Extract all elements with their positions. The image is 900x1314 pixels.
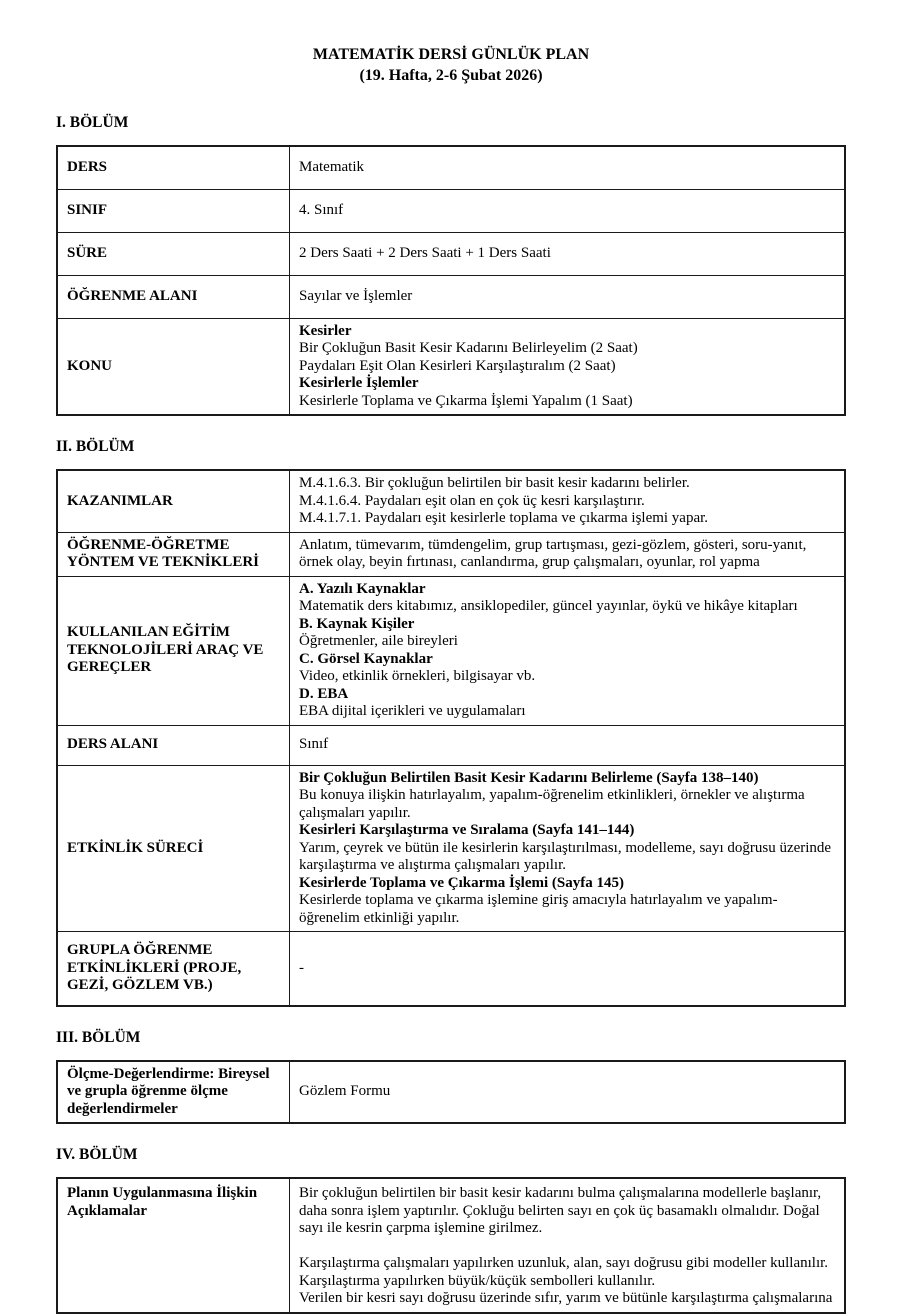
row-label: ÖĞRENME ALANI [57,275,290,318]
row-label: KONU [57,318,290,415]
text-line: M.4.1.6.3. Bir çokluğun belirtilen bir basit kesir kadarını belirler. [299,475,690,491]
row-value [290,189,846,232]
text-line: Kesirlerle İşlemler [299,375,419,391]
text-line: Bir çokluğun belirtilen bir basit kesir kadarını bulma çalışmalarına modellerle başlanır, daha sonra işlem yaptırılır. Çokluğu belirten sayı en çok üç basamaklı olmalıdır. Doğal sayı ile kesrin çarpma işlemine girilmez. [299,1185,822,1236]
table-row [57,532,845,576]
text-line: Kesirlerde Toplama ve Çıkarma İşlemi (Sayfa 145) [299,874,624,891]
text-line: C. Görsel Kaynaklar [299,650,433,667]
row-value [290,1178,846,1313]
text-line: Kesirlerde toplama ve çıkarma işlemine giriş amacıyla hatırlayalım ve yapalım-öğrenelim etkinliği yapılır. [299,892,778,926]
text-line: B. Kaynak Kişiler [299,615,415,632]
text-line: Verilen bir kesri sayı doğrusu üzerinde sıfır, yarım ve bütünle karşılaştırma çalışmalarına [299,1290,833,1306]
table-row [57,146,845,189]
text-line: Sınıf [299,736,329,753]
text-line: Gözlem Formu [299,1083,391,1099]
text-line: D. EBA [299,685,349,702]
text-line: - [299,959,304,976]
row-label: Planın Uygulanmasına İlişkin Açıklamalar [57,1178,290,1313]
section-4 [56,1146,846,1314]
row-label: ETKİNLİK SÜRECİ [57,765,290,932]
row-value [290,576,846,725]
text-line: Karşılaştırma çalışmaları yapılırken uzunluk, alan, sayı doğrusu gibi modeller kullanılır. [299,1255,829,1271]
text-line: Bu konuya ilişkin hatırlayalım, yapalım-öğrenelim etkinlikleri, örnekler ve alıştırma çalışmaları yapılır. [299,787,805,821]
section-3-table [56,1060,846,1125]
row-label: KAZANIMLAR [57,470,290,532]
text-line [299,1238,835,1256]
text-line: Video, etkinlik örnekleri, bilgisayar vb. [299,668,536,684]
text-line: Bir Çokluğun Belirtilen Basit Kesir Kadarını Belirleme (Sayfa 138–140) [299,769,759,786]
row-value [290,1061,846,1124]
text-line: Karşılaştırma yapılırken büyük/küçük sembolleri kullanılır. [299,1272,656,1289]
row-label: GRUPLA ÖĞRENME ETKİNLİKLERİ (PROJE, GEZİ, GÖZLEM VB.) [57,932,290,1006]
row-label: SINIF [57,189,290,232]
table-row [57,725,845,765]
table-row [57,232,845,275]
row-label: DERS ALANI [57,725,290,765]
table-row [57,576,845,725]
text-line: Anlatım, tümevarım, tümdengelim, grup tartışması, gezi-gözlem, gösteri, soru-yanıt, örnek olay, beyin fırtınası, canlandırma, grup çalışmaları, oyunlar, rol yapma [299,536,807,570]
document-title-line2: (19. Hafta, 2-6 Şubat 2026) [359,67,543,84]
row-value [290,532,846,576]
row-value [290,765,846,932]
row-value [290,470,846,532]
text-line: M.4.1.6.4. Paydaları eşit olan en çok üç kesri karşılaştırır. [299,492,645,509]
row-value [290,146,846,189]
section-3-heading: III. BÖLÜM [56,1028,141,1046]
table-row [57,470,845,532]
section-4-table [56,1177,846,1314]
text-line: Paydaları Eşit Olan Kesirleri Karşılaştıralım (2 Saat) [299,357,616,374]
row-label: ÖĞRENME-ÖĞRETME YÖNTEM VE TEKNİKLERİ [57,532,290,576]
row-value [290,232,846,275]
table-row [57,932,845,1006]
text-line: Kesirlerle Toplama ve Çıkarma İşlemi Yapalım (1 Saat) [299,392,633,409]
section-4-heading: IV. BÖLÜM [56,1146,138,1163]
text-line: Sayılar ve İşlemler [299,287,413,304]
table-row [57,275,845,318]
section-3 [56,1029,846,1125]
section-1-table [56,145,846,416]
section-2 [56,438,846,1007]
text-line: A. Yazılı Kaynaklar [299,580,426,597]
text-line: Matematik ders kitabımız, ansiklopediler, güncel yayınlar, öykü ve hikâye kitapları [299,598,798,614]
section-2-heading: II. BÖLÜM [56,438,135,455]
text-line: Kesirler [299,322,352,339]
row-label: DERS [57,146,290,189]
section-1 [56,114,846,416]
text-line: Kesirleri Karşılaştırma ve Sıralama (Sayfa 141–144) [299,822,635,838]
row-label: KULLANILAN EĞİTİM TEKNOLOJİLERİ ARAÇ VE GEREÇLER [57,576,290,725]
document-title-line1: MATEMATİK DERSİ GÜNLÜK PLAN [312,46,590,63]
text-line: Öğretmenler, aile bireyleri [299,633,458,649]
row-value [290,725,846,765]
row-label: SÜRE [57,232,290,275]
table-row [57,189,845,232]
table-row [57,1061,845,1124]
text-line: 4. Sınıf [299,201,344,218]
text-line: Bir Çokluğun Basit Kesir Kadarını Belirleyelim (2 Saat) [299,340,638,356]
table-row [57,318,845,415]
section-1-heading: I. BÖLÜM [56,114,129,131]
row-value [290,932,846,1006]
row-value [290,275,846,318]
row-label: Ölçme-Değerlendirme: Bireysel ve grupla öğrenme ölçme değerlendirmeler [57,1061,290,1124]
text-line: 2 Ders Saati + 2 Ders Saati + 1 Ders Saati [299,244,551,261]
text-line: M.4.1.7.1. Paydaları eşit kesirlerle toplama ve çıkarma işlemi yapar. [299,510,709,526]
text-line: EBA dijital içerikleri ve uygulamaları [299,703,526,719]
document-title [56,44,846,86]
text-line: Yarım, çeyrek ve bütün ile kesirlerin karşılaştırılması, modelleme, sayı doğrusu üzerinde karşılaştırma ve alıştırma çalışmaları yapılır. [299,839,832,873]
section-2-table [56,469,846,1007]
table-row [57,1178,845,1313]
text-line: Matematik [299,159,364,175]
table-row [57,765,845,932]
row-value [290,318,846,415]
